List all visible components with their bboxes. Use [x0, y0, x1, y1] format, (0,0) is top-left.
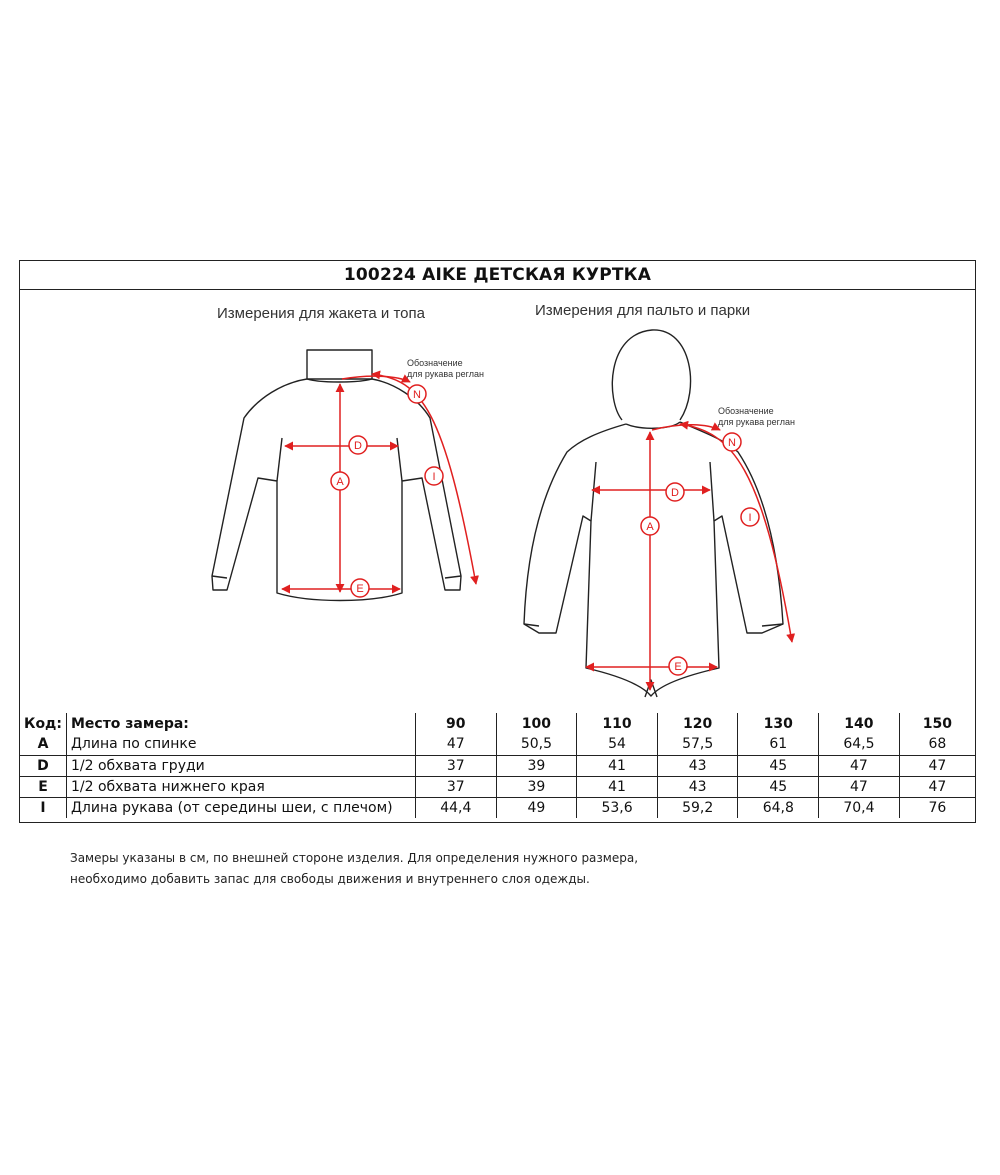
row-value: 37 [415, 776, 496, 797]
row-code: I [20, 797, 66, 818]
jacket-measure-lines [282, 374, 476, 592]
table-row [20, 797, 975, 818]
row-value: 70,4 [819, 797, 900, 818]
footnote-line-2: необходимо добавить запас для свободы движения и внутреннего слоя одежды. [70, 872, 590, 886]
row-code: A [20, 734, 66, 755]
row-value: 64,5 [819, 734, 900, 755]
row-code: D [20, 755, 66, 776]
footnote [70, 848, 638, 890]
page-title: 100224 AIKE ДЕТСКАЯ КУРТКА [20, 261, 975, 290]
raglan-note-coat: Обозначение для рукава реглан [718, 406, 795, 427]
row-value: 68 [899, 734, 975, 755]
row-value: 41 [577, 776, 658, 797]
row-value: 47 [819, 755, 900, 776]
header-size: 140 [819, 713, 900, 734]
header-size: 130 [738, 713, 819, 734]
header-size: 90 [415, 713, 496, 734]
marker-d-jacket: D [354, 440, 362, 452]
marker-a-jacket: A [336, 476, 344, 488]
garment-drawings [20, 290, 975, 713]
row-value: 47 [899, 776, 975, 797]
row-value: 49 [496, 797, 577, 818]
marker-e-jacket: E [356, 583, 364, 595]
row-value: 53,6 [577, 797, 658, 818]
row-value: 41 [577, 755, 658, 776]
header-size: 150 [899, 713, 975, 734]
jacket-caption: Измерения для жакета и топа [217, 305, 425, 322]
row-value: 57,5 [657, 734, 738, 755]
row-value: 59,2 [657, 797, 738, 818]
row-place: Длина по спинке [66, 734, 415, 755]
table-row [20, 776, 975, 797]
row-value: 37 [415, 755, 496, 776]
marker-n-parka: N [728, 437, 736, 449]
row-value: 47 [899, 755, 975, 776]
header-size: 100 [496, 713, 577, 734]
size-chart-sheet [19, 260, 976, 823]
size-table [20, 713, 975, 818]
row-value: 43 [657, 776, 738, 797]
table-header-row [20, 713, 975, 734]
row-value: 39 [496, 755, 577, 776]
row-place: 1/2 обхвата груди [66, 755, 415, 776]
row-value: 39 [496, 776, 577, 797]
marker-i-parka: I [748, 512, 752, 524]
row-value: 47 [415, 734, 496, 755]
marker-n-jacket: N [413, 389, 421, 401]
raglan-note-jacket: Обозначение для рукава реглан [407, 358, 484, 379]
row-value: 64,8 [738, 797, 819, 818]
row-value: 54 [577, 734, 658, 755]
measurement-diagram [20, 290, 975, 713]
row-value: 50,5 [496, 734, 577, 755]
row-value: 44,4 [415, 797, 496, 818]
row-value: 76 [899, 797, 975, 818]
row-place: 1/2 обхвата нижнего края [66, 776, 415, 797]
header-size: 120 [657, 713, 738, 734]
row-place: Длина рукава (от середины шеи, с плечом) [66, 797, 415, 818]
marker-a-parka: A [646, 521, 654, 533]
marker-e-parka: E [674, 661, 682, 673]
row-value: 45 [738, 776, 819, 797]
parka-measure-lines [586, 424, 792, 690]
row-code: E [20, 776, 66, 797]
parka-markers [641, 433, 759, 675]
marker-d-parka: D [671, 487, 679, 499]
table-row [20, 734, 975, 755]
header-size: 110 [577, 713, 658, 734]
jacket-markers [331, 385, 443, 597]
footnote-line-1: Замеры указаны в см, по внешней стороне изделия. Для определения нужного размера, [70, 851, 639, 865]
row-value: 45 [738, 755, 819, 776]
row-value: 47 [819, 776, 900, 797]
coat-caption: Измерения для пальто и парки [535, 302, 751, 319]
header-code: Код: [20, 713, 66, 734]
row-value: 61 [738, 734, 819, 755]
table-row [20, 755, 975, 776]
header-place: Место замера: [66, 713, 415, 734]
row-value: 43 [657, 755, 738, 776]
marker-i-jacket: I [432, 471, 436, 483]
